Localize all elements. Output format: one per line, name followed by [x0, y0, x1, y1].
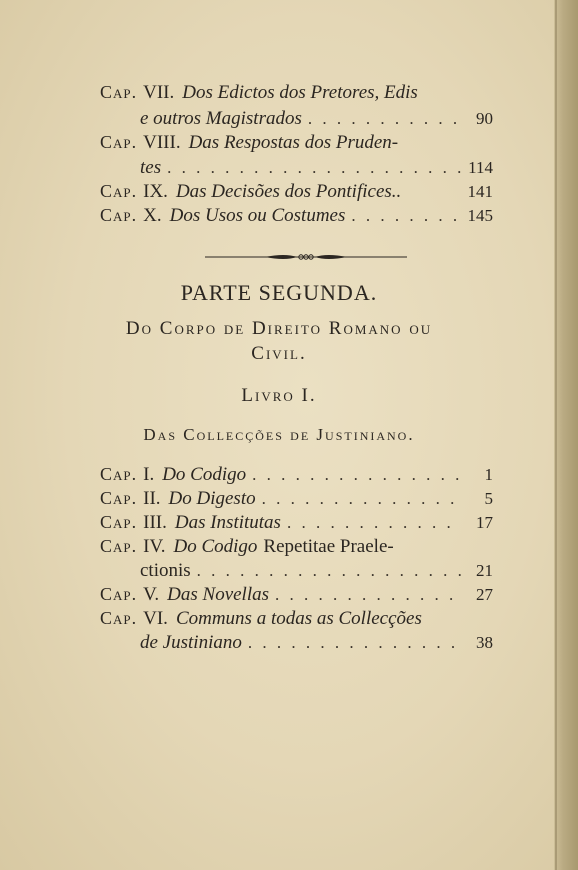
chapter-title: Do Codigo: [173, 536, 258, 557]
ornamental-rule: [205, 252, 407, 262]
toc-entry: [100, 205, 493, 229]
chapter-number: II.: [143, 488, 161, 509]
chapter-number: I.: [143, 464, 155, 485]
toc-entry: [100, 132, 493, 156]
chapter-number: IV.: [143, 536, 166, 557]
chapter-label: Cap.: [100, 205, 138, 225]
toc-entry: [100, 82, 493, 106]
part-title: PARTE SEGUNDA.: [180, 280, 378, 305]
chapter-title: Do Codigo: [162, 464, 247, 485]
chapter-label: Cap.: [100, 132, 138, 152]
toc-entry: [140, 108, 493, 132]
page-number: 21: [476, 561, 493, 580]
chapter-label: Cap.: [100, 608, 138, 628]
page-number: 38: [476, 633, 493, 652]
chapter-number: V.: [143, 584, 160, 605]
toc-entry: [140, 632, 493, 656]
chapter-label: Cap.: [100, 488, 138, 508]
leader-dots: [167, 158, 461, 178]
toc-entry: [100, 512, 493, 536]
page-number: 141: [467, 182, 493, 201]
part-subtitle: Do Corpo de Direito Romano ou: [125, 318, 433, 339]
page-number: 17: [476, 513, 493, 532]
chapter-number: VII.: [143, 82, 175, 103]
chapter-label: Cap.: [100, 82, 138, 102]
toc-entry: [100, 464, 493, 488]
leader-dots: [287, 513, 461, 533]
chapter-label: Cap.: [100, 536, 138, 556]
leader-dots: [275, 585, 461, 605]
page-number: 145: [467, 206, 493, 225]
chapter-title: Das Institutas: [174, 512, 281, 533]
chapter-title: Das Decisões dos Pontifices..: [175, 181, 402, 202]
chapter-number: IX.: [143, 181, 168, 202]
chapter-label: Cap.: [100, 464, 138, 484]
toc-entry: [100, 608, 493, 632]
page-number: 114: [468, 158, 493, 177]
book-title: Livro I.: [241, 385, 317, 406]
page-number: 5: [484, 489, 493, 508]
chapter-title: Das Respostas dos Pruden-: [188, 132, 399, 153]
toc-entry: [100, 488, 493, 512]
chapter-number: X.: [143, 205, 162, 226]
chapter-title: Dos Edictos dos Pretores, Edis: [182, 82, 418, 103]
leader-dots: [197, 561, 461, 581]
page-number: 27: [476, 585, 493, 604]
leader-dots: [262, 489, 461, 509]
chapter-number: III.: [143, 512, 167, 533]
leader-dots: [308, 109, 461, 129]
chapter-number: VIII.: [143, 132, 181, 153]
toc-entry: [100, 536, 493, 560]
toc-entry: [140, 157, 493, 181]
leader-dots: [248, 633, 461, 653]
chapter-number: VI.: [143, 608, 168, 629]
chapter-title-continuation: Repetitae Praele-: [263, 536, 394, 557]
chapter-title: e outros Magistrados: [140, 108, 302, 129]
chapter-title: tes: [140, 157, 162, 178]
part-subtitle-continued: Civil.: [251, 343, 307, 364]
chapter-label: Cap.: [100, 584, 138, 604]
chapter-title: de Justiniano: [140, 632, 242, 653]
page-number: 90: [476, 109, 493, 128]
chapter-title: Communs a todas as Collecções: [175, 608, 422, 629]
chapter-title-continuation: ctionis: [140, 560, 191, 581]
chapter-title: Do Digesto: [168, 488, 256, 509]
chapter-title: Das Novellas: [167, 584, 270, 605]
page-number: 1: [484, 465, 493, 484]
chapter-label: Cap.: [100, 181, 138, 201]
leader-dots: [252, 465, 461, 485]
toc-entry: [100, 584, 493, 608]
toc-entry: [100, 181, 493, 205]
collection-title: Das Collecções de Justiniano.: [143, 425, 415, 444]
chapter-title: Dos Usos ou Costumes: [169, 205, 346, 226]
chapter-label: Cap.: [100, 512, 138, 532]
leader-dots: [351, 206, 461, 226]
toc-entry: [140, 560, 493, 584]
